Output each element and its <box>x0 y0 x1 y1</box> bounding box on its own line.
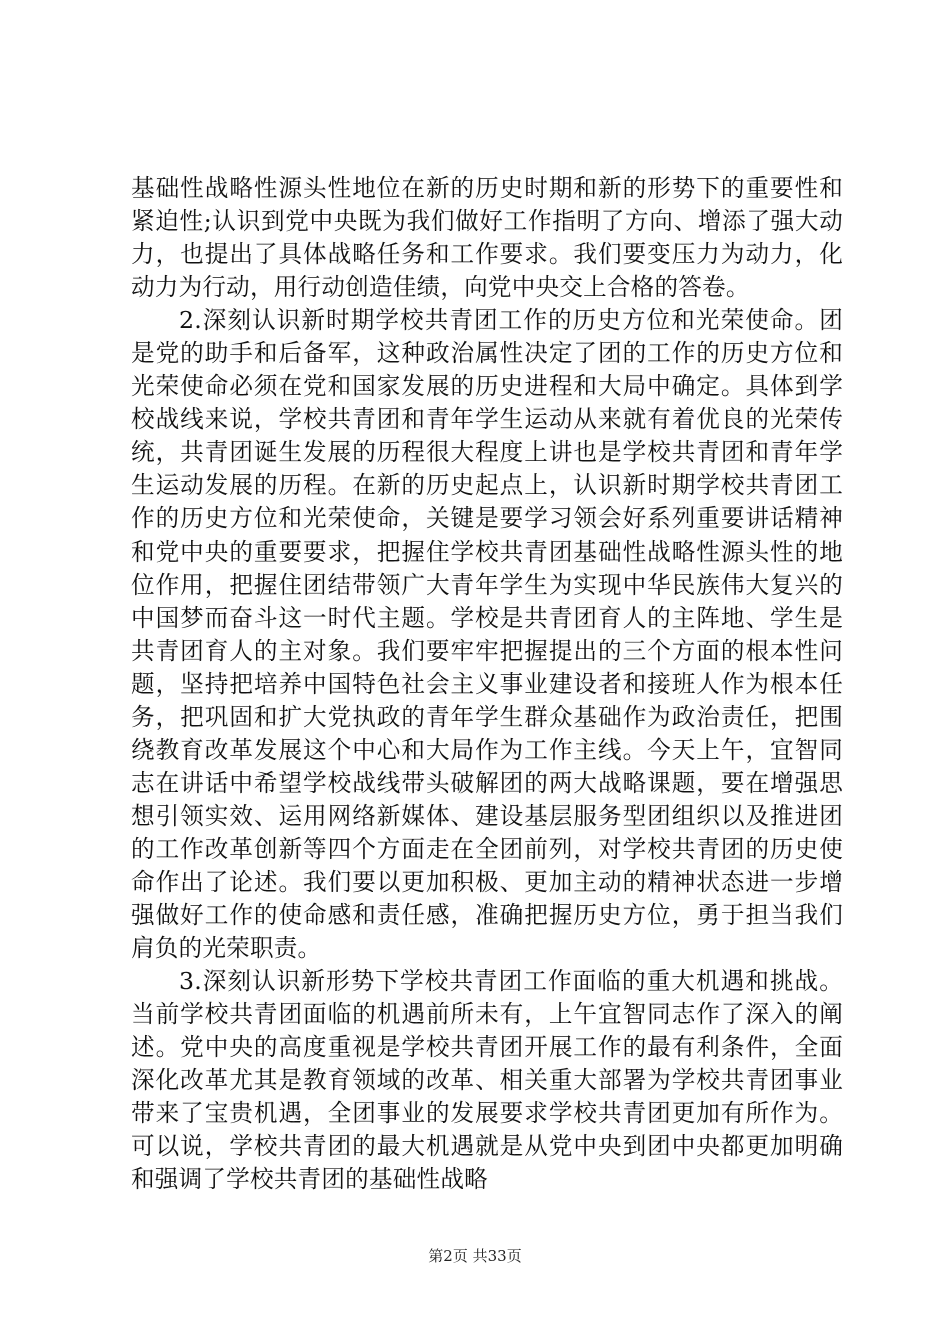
page-footer: 第2页 共33页 <box>428 1247 522 1265</box>
paragraph-continuation: 基础性战略性源头性地位在新的历史时期和新的形势下的重要性和紧迫性;认识到党中央既为我们做好工作指明了方向、增添了强大动力，也提出了具体战略任务和工作要求。我们要变压力为动力，化动力为行动，用行动创造佳绩，向党中央交上合格的答卷。 <box>131 174 843 302</box>
paragraph-section-3: 3.深刻认识新形势下学校共青团工作面临的重大机遇和挑战。当前学校共青团面临的机遇前所未有，上午宜智同志作了深入的阐述。党中央的高度重视是学校共青团开展工作的最有利条件，全面深化改革尤其是教育领域的改革、相关重大部署为学校共青团事业带来了宝贵机遇，全团事业的发展要求学校共青团更加有所作为。可以说，学校共青团的最大机遇就是从党中央到团中央都更加明确和强调了学校共青团的基础性战略 <box>131 967 843 1194</box>
paragraph-section-2: 2.深刻认识新时期学校共青团工作的历史方位和光荣使命。团是党的助手和后备军，这种政治属性决定了团的工作的历史方位和光荣使命必须在党和国家发展的历史进程和大局中确定。具体到学校战线来说，学校共青团和青年学生运动从来就有着优良的光荣传统，共青团诞生发展的历程很大程度上讲也是学校共青团和青年学生运动发展的历程。在新的历史起点上，认识新时期学校共青团工作的历史方位和光荣使命，关键是要学习领会好系列重要讲话精神和党中央的重要要求，把握住学校共青团基础性战略性源头性的地位作用，把握住团结带领广大青年学生为实现中华民族伟大复兴的中国梦而奋斗这一时代主题。学校是共青团育人的主阵地、学生是共青团育人的主对象。我们要牢牢把握提出的三个方面的根本性问题，坚持把培养中国特色社会主义事业建设者和接班人作为根本任务，把巩固和扩大党执政的青年学生群众基础作为政治责任，把围绕教育改革发展这个中心和大局作为工作主线。今天上午，宜智同志在讲话中希望学校战线带头破解团的两大战略课题，要在增强思想引领实效、运用网络新媒体、建设基层服务型团组织以及推进团的工作改革创新等四个方面走在全团前列，对学校共青团的历史使命作出了论述。我们要以更加积极、更加主动的精神状态进一步增强做好工作的使命感和责任感，准确把握历史方位，勇于担当我们肩负的光荣职责。 <box>131 306 843 963</box>
document-body <box>131 172 843 1196</box>
